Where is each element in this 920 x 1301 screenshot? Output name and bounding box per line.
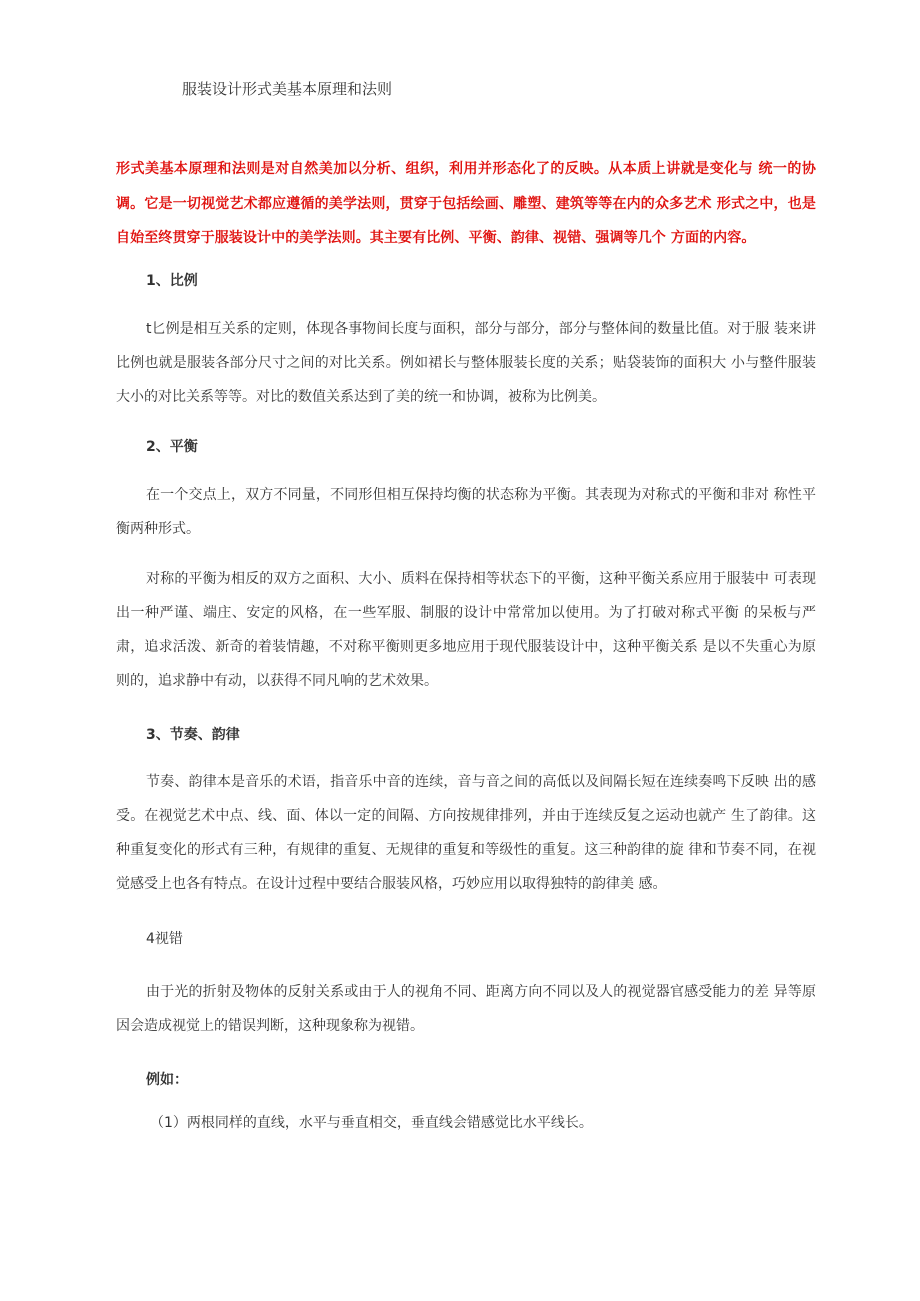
proportion-paragraph: t匕例是相互关系的定则，体现各事物间长度与面积，部分与部分，部分与整体间的数量比值。对于服 装来讲比例也就是服装各部分尺寸之间的对比关系。例如裙长与整体服装长度的关系；贴袋装饰的面积大 小与整件服装大小的对比关系等等。对比的数值关系达到了美的统一和协调，被称为比例美。 xyxy=(116,321,816,405)
balance-paragraph-1: 在一个交点上，双方不同量，不同形但相互保持均衡的状态称为平衡。其表现为对称式的平衡和非对 称性平衡两种形式。 xyxy=(116,487,816,537)
example-item: （1）两根同样的直线，水平与垂直相交，垂直线会错感觉比水平线长。 xyxy=(150,1115,593,1131)
visual-illusion-paragraph: 由于光的折射及物体的反射关系或由于人的视角不同、距离方向不同以及人的视觉器官感受能力的差 异等原因会造成视觉上的错误判断，这种现象称为视错。 xyxy=(116,984,816,1034)
balance-paragraph-2: 对称的平衡为相反的双方之面积、大小、质料在保持相等状态下的平衡，这种平衡关系应用于服装中 可表现出一种严谨、端庄、安定的风格，在一些军服、制服的设计中常常加以使用。为了打破对称式平衡 的呆板与严肃，追求活泼、新奇的着装情趣，不对称平衡则更多地应用于现代服装设计中，这种平衡关系 是以不失重心为原则的，追求静中有动，以获得不同凡响的艺术效果。 xyxy=(116,571,816,689)
rhythm-paragraph: 节奏、韵律本是音乐的术语，指音乐中音的连续，音与音之间的高低以及间隔长短在连续奏鸣下反映 出的感受。在视觉艺术中点、线、面、体以一定的间隔、方向按规律排列，并由于连续反复之运动也就产 生了韵律。这种重复变化的形式有三种，有规律的重复、无规律的重复和等级性的重复。这三种韵律的旋 律和节奏不同，在视觉感受上也各有特点。在设计过程中要结合服装风格，巧妙应用以取得独特的韵律美 感。 xyxy=(116,774,816,892)
section-heading-balance: 2、平衡 xyxy=(146,439,198,455)
section-heading-visual-illusion: 4视错 xyxy=(146,931,183,947)
example-label: 例如： xyxy=(146,1072,188,1088)
document-title: 服装设计形式美基本原理和法则 xyxy=(182,80,393,98)
intro-paragraph: 形式美基本原理和法则是对自然美加以分析、组织，利用并形态化了的反映。从本质上讲就是变化与 统一的协调。它是一切视觉艺术都应遵循的美学法则，贯穿于包括绘画、雕塑、建筑等等在内的众多艺术 形式之中，也是自始至终贯穿于服装设计中的美学法则。其主要有比例、平衡、韵律、视错、强调等几个 方面的内容。 xyxy=(116,161,816,246)
section-heading-proportion: 1、比例 xyxy=(146,273,198,289)
section-heading-rhythm: 3、节奏、韵律 xyxy=(146,727,240,743)
